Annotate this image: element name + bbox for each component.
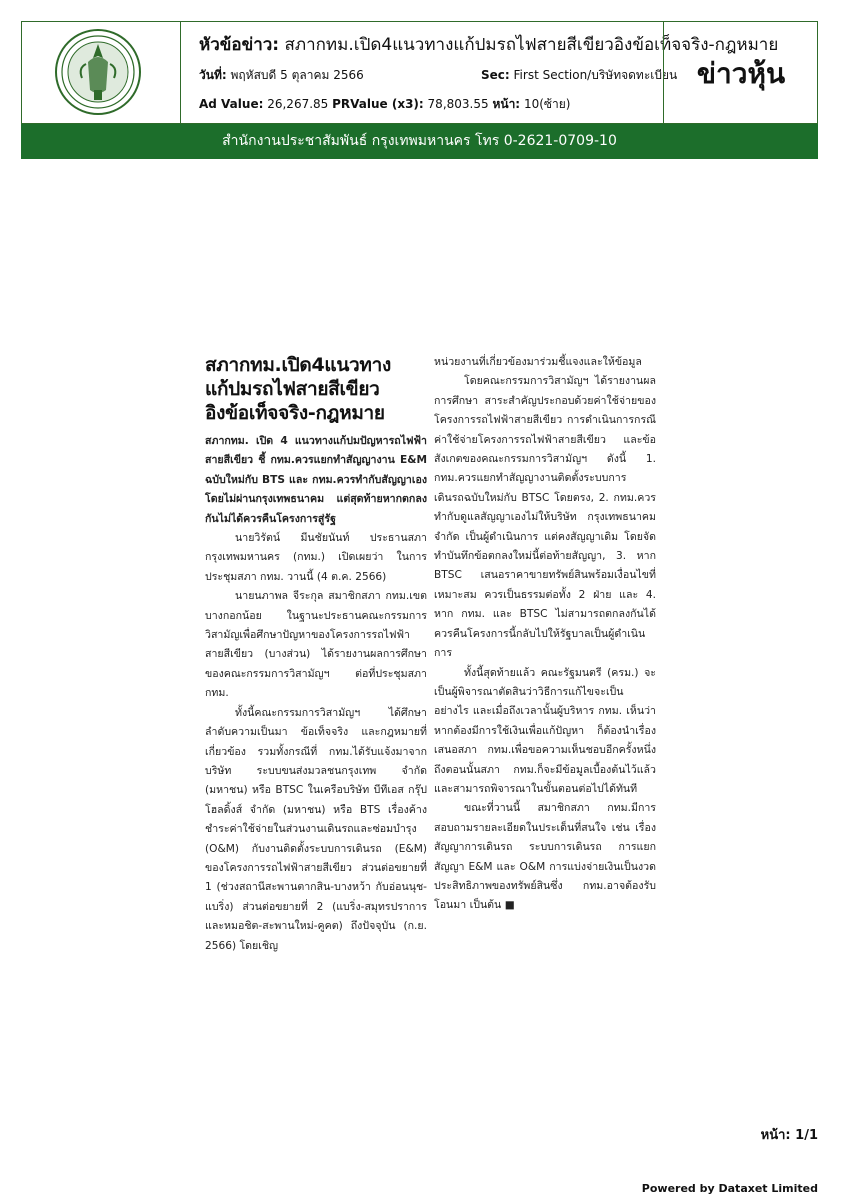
title-line: อิงข้อเท็จจริง-กฎหมาย (205, 402, 385, 424)
lead-paragraph: สภากทม. เปิด 4 แนวทางแก้ปมปัญหารถไฟฟ้าสายสีเขียว ชี้ กทม.ควรแยกทำสัญญางาน E&M ฉบับใหม่กับ BTS และ กทม.ควรทำกับสัญญาเองโดยไม่ผ่านกรุงเทพธนาคม แต่สุดท้ายหากตกลงกันไม่ได้ควรคืนโครงการสู่รัฐ (205, 435, 427, 525)
headline-text: สภากทม.เปิด4แนวทางแก้ปมรถไฟสายสีเขียวอิงข้อเท็จจริง-กฎหมาย (284, 35, 779, 55)
article-title (205, 353, 427, 425)
article-column-1 (205, 432, 427, 956)
section-label: Sec: (481, 68, 510, 82)
paragraph: ทั้งนี้คณะกรรมการวิสามัญฯ ได้ศึกษาลำดับความเป็นมา ข้อเท็จจริง และกฎหมายที่เกี่ยวข้อง รวมทั้งกรณีที่ กทม.ได้รับแจ้งมาจากบริษัท ระบบขนส่งมวลชนกรุงเทพ จำกัด (มหาชน) หรือ BTSC ในเครือบริษัท บีทีเอส กรุ๊ป โฮลดิ้งส์ จำกัด (มหาชน) หรือ BTS เรื่องค้างชำระค่าใช้จ่ายในส่วนงานเดินรถและซ่อมบำรุง (O&M) กับงานติดตั้งระบบการเดินรถ (E&M) ของโครงการรถไฟฟ้าสายสีเขียว ส่วนต่อขยายที่ 1 (ช่วงสถานีสะพานตากสิน-บางหว้า กับอ่อนนุช-แบริ่ง) ส่วนต่อขยายที่ 2 (แบริ่ง-สมุทรปราการ และหมอชิต-สะพานใหม่-คูคต) ถึงปัจจุบัน (ก.ย. 2566) โดยเชิญ (205, 706, 427, 952)
paragraph: นายวิรัตน์ มีนชัยนันท์ ประธานสภากรุงเทพมหานคร (กทม.) เปิดเผยว่า ในการประชุมสภา กทม. วานนี้ (4 ต.ค. 2566) (205, 532, 427, 583)
pr-value: 78,803.55 (427, 97, 489, 111)
ad-value-row (199, 95, 570, 114)
header-panel (21, 21, 818, 124)
title-line: แก้ปมรถไฟสายสีเขียว (205, 378, 380, 400)
date-value: พฤหัสบดี 5 ตุลาคม 2566 (230, 68, 364, 82)
bma-seal-icon (54, 28, 142, 116)
paragraph: นายนภาพล จีระกุล สมาชิกสภา กทม.เขตบางกอกน้อย ในฐานะประธานคณะกรรมการวิสามัญเพื่อศึกษาปัญหาของโครงการรถไฟฟ้าสายสีเขียว (บางส่วน) ได้รายงานผลการศึกษาของคณะกรรมการวิสามัญฯ ต่อที่ประชุมสภา กทม. (205, 590, 427, 700)
paragraph: หน่วยงานที่เกี่ยวข้องมาร่วมชี้แจงและให้ข้อมูล (434, 356, 642, 368)
headline-label: หัวข้อข่าว: (199, 35, 280, 55)
page-number (761, 1124, 818, 1145)
ad-value: 26,267.85 (267, 97, 329, 111)
date-row (199, 66, 364, 85)
category-label: ข่าวหุ้น (696, 57, 786, 90)
paragraph (434, 799, 656, 915)
powered-by: Powered by Dataxet Limited (641, 1182, 818, 1195)
page-label: หน้า: (492, 97, 521, 111)
paragraph: ทั้งนี้สุดท้ายแล้ว คณะรัฐมนตรี (ครม.) จะเป็นผู้พิจารณาตัดสินว่าวิธีการแก้ไขจะเป็นอย่างไร และเมื่อถึงเวลานั้นผู้บริหาร กทม. เห็นว่าหากต้องมีการใช้เงินเพื่อแก้ปัญหา ก็ต้องนำเรื่องเสนอสภา กทม.เพื่อขอความเห็นชอบอีกครั้งหนึ่ง ถึงตอนนั้นสภา กทม.ก็จะมีข้อมูลเบื้องต้นไว้แล้ว และสามารถพิจารณาในขั้นตอนต่อไปได้ทันที (434, 666, 656, 795)
date-label: วันที่: (199, 68, 227, 82)
pr-office-bar: สำนักงานประชาสัมพันธ์ กรุงเทพมหานคร โทร 0-2621-0709-10 (21, 124, 818, 159)
ad-label: Ad Value: (199, 97, 264, 111)
page-number-label: หน้า: (760, 1128, 791, 1143)
logo-box (22, 22, 181, 123)
paragraph-text: ขณะที่วานนี้ สมาชิกสภา กทม.มีการสอบถามรายละเอียดในประเด็นที่สนใจ เช่น เรื่องสัญญาการเดินรถ ระบบการเดินรถ การแยกสัญญา E&M และ O&M การแบ่งจ่ายเงินเป็นงวด ประสิทธิภาพของทรัพย์สินซึ่ง กทม.อาจต้องรับโอนมา เป็นต้น (434, 802, 656, 912)
section-value: First Section/บริษัทจดทะเบียน (513, 68, 678, 82)
paragraph: โดยคณะกรรมการวิสามัญฯ ได้รายงานผลการศึกษา สาระสำคัญประกอบด้วยค่าใช้จ่ายของโครงการรถไฟฟ้าสายสีเขียว การดำเนินการกรณีค่าใช้จ่ายโครงการรถไฟฟ้าสายสีเขียว และข้อสังเกตของคณะกรรมการวิสามัญฯ ดังนี้ 1. กทม.ควรแยกทำสัญญางานติดตั้งระบบการเดินรถฉบับใหม่กับ BTSC โดยตรง, 2. กทม.ควรทำกับดูแลสัญญาเองไม่ให้บริษัท กรุงเทพธนาคม จำกัด เป็นผู้ดำเนินการ แต่คงสัญญาเดิม โดยจัดทำบันทึกข้อตกลงใหม่นี้ต่อท้ายสัญญา, 3. หาก BTSC เสนอราคาขายทรัพย์สินพร้อมเงื่อนไขที่เหมาะสม ควรเป็นธรรมต่อทั้ง 2 ฝ่าย และ 4. หาก กทม. และ BTSC ไม่สามารถตกลงกันได้ ควรคืนโครงการนี้กลับไปให้รัฐบาลเป็นผู้ดำเนินการ (434, 375, 656, 660)
end-mark-icon: ■ (504, 899, 515, 912)
category-box (663, 22, 818, 123)
article-column-2 (434, 353, 656, 916)
title-line: สภากทม.เปิด4แนวทาง (205, 354, 391, 376)
page-number-value: 1/1 (795, 1128, 818, 1143)
page-value: 10(ซ้าย) (523, 97, 571, 111)
pr-label: PRValue (x3): (332, 97, 424, 111)
section-row (481, 66, 677, 85)
